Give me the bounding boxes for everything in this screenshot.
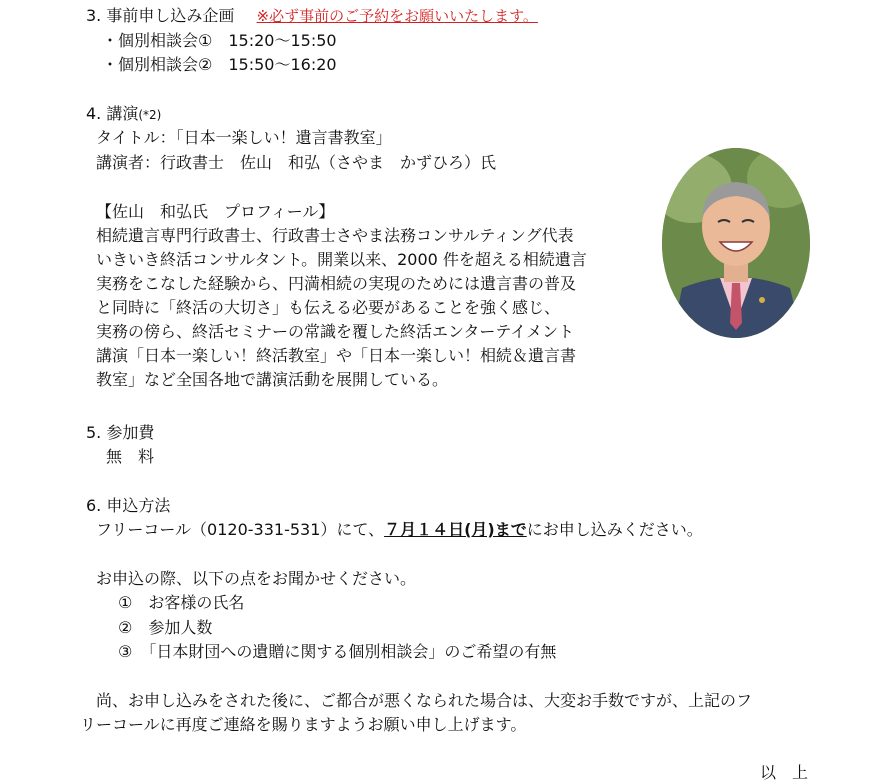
lecture-title: タイトル：「日本一楽しい！遺言書教室」 (96, 128, 392, 147)
application-suffix: にお申し込みください。 (526, 520, 703, 539)
ask-item: ③ 「日本財団への遺贈に関する個別相談会」のご希望の有無 (118, 642, 557, 661)
speaker-portrait-illustration (662, 148, 810, 338)
ask-item: ① お客様の氏名 (118, 593, 245, 612)
profile-line: 実務の傍ら、終活セミナーの常識を覆した終活エンターテイメント (96, 322, 575, 341)
section4-heading: 4. 講演 (86, 104, 139, 123)
section5-heading: 5. 参加費 (86, 423, 155, 442)
ask-intro: お申込の際、以下の点をお聞かせください。 (96, 569, 417, 588)
profile-line: 講演「日本一楽しい！終活教室」や「日本一楽しい！相続＆遺言書 (96, 346, 577, 365)
profile-line: 相続遺言専門行政書士、行政書士さやま法務コンサルティング代表 (96, 226, 574, 245)
profile-line: 教室」など全国各地で講演活動を展開している。 (96, 370, 449, 389)
section3-heading: 3. 事前申し込み企画 (86, 6, 235, 25)
section4-heading-note: (*2) (138, 108, 162, 122)
application-deadline: ７月１４日(月)まで (384, 520, 527, 539)
ask-item: ② 参加人数 (118, 618, 213, 637)
section4-heading-line (86, 103, 161, 126)
cancellation-note-line2: リーコールに再度ご連絡を賜りますようお願い申し上げます。 (80, 715, 527, 734)
application-phone-text: フリーコール（0120-331-531）にて、 (96, 520, 385, 539)
section3-heading-line (86, 5, 538, 27)
profile-line: いきいき終活コンサルタント。開業以来、2000 件を超える相続遺言 (96, 250, 587, 269)
fee-value: 無 料 (106, 447, 155, 466)
profile-line: 実務をこなした経験から、円満相続の実現のためには遺言書の普及 (96, 274, 577, 293)
consultation-slot-1: ・個別相談会① 15:20～15:50 (102, 31, 337, 50)
cancellation-note-line1: 尚、お申し込みをされた後に、ご都合が悪くなられた場合は、大変お手数ですが、上記のフ (96, 691, 753, 710)
profile-heading: 【佐山 和弘氏 プロフィール】 (96, 202, 335, 221)
lecture-speaker: 講演者：行政書士 佐山 和弘（さやま かずひろ）氏 (96, 153, 497, 172)
reservation-note: ※必ず事前のご予約をお願いいたします。 (256, 7, 538, 25)
consultation-slot-2: ・個別相談会② 15:50～16:20 (102, 55, 337, 74)
application-line (96, 519, 703, 541)
profile-line: と同時に「終活の大切さ」も伝える必要があることを強く感じ、 (96, 298, 561, 317)
speaker-portrait-icon (662, 148, 810, 338)
section6-heading: 6. 申込方法 (86, 496, 171, 515)
closing-text: 以 上 (760, 763, 809, 782)
